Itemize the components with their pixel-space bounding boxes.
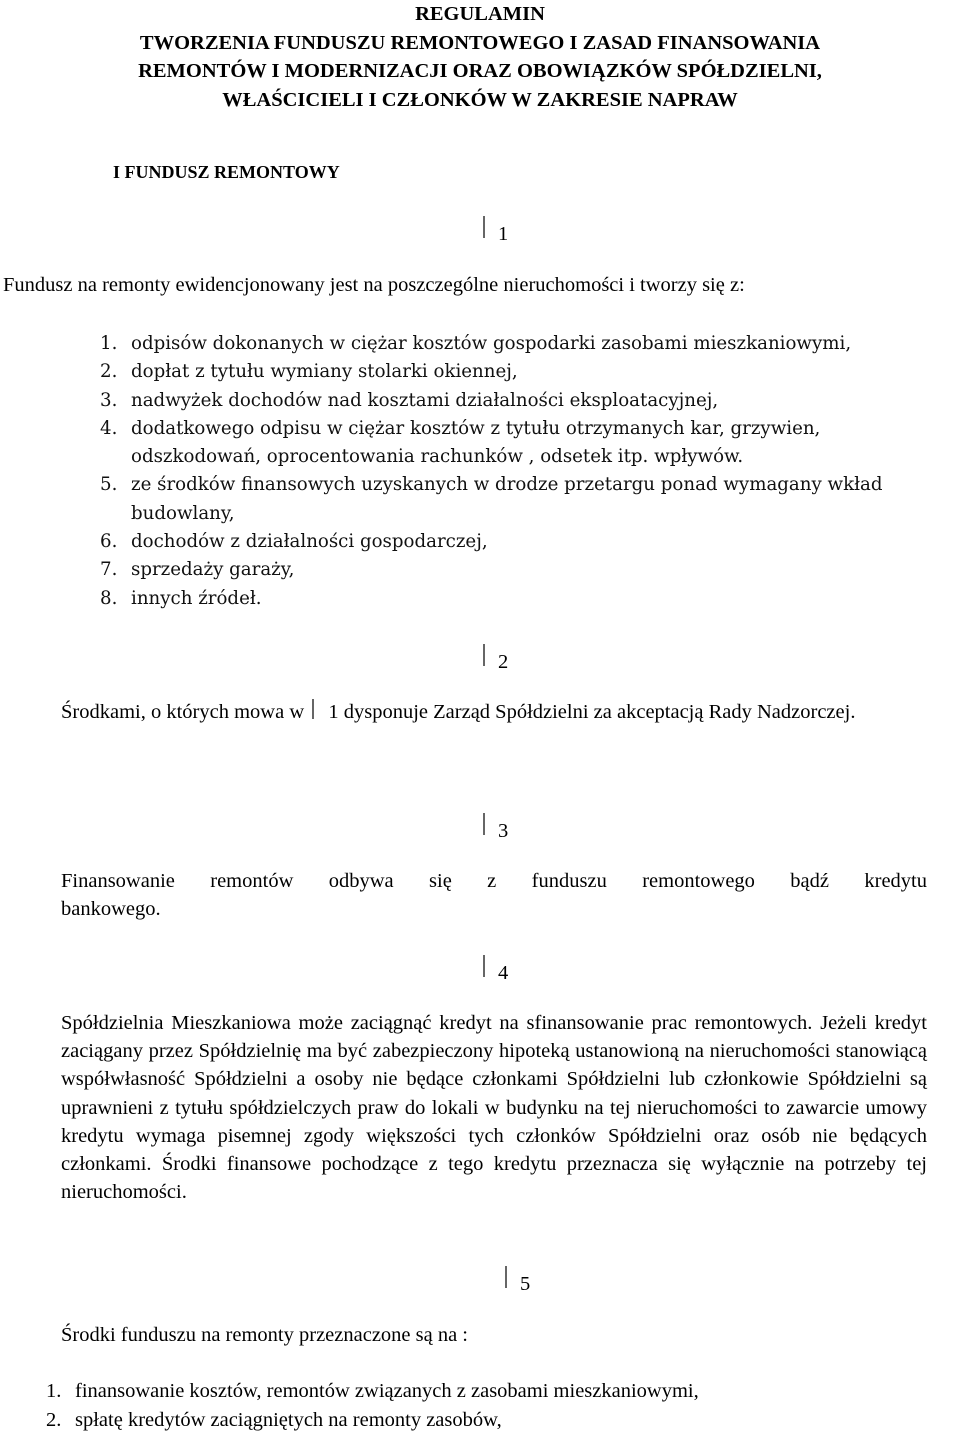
- section-4-text: Spółdzielnia Mieszkaniowa może zaciągnąć kredyt na sfinansowanie prac remontowych. Jeżeli kredyt zaciągany przez Spółdzielnię ma być zabezpieczony hipoteką ustanowioną na nieruchomości stanowiącą współwłasność Spółdzielni a osoby nie będące członkami Spółdzielni lub członkowie Spółdzielni są uprawnieni z tytułu spółdzielczych praw do lokali w budynku na tej nieruchomości to zawarcie umowy kredytu wymaga pisemnej zgody większości tych członków Spółdzielni oraz osób nie będących członkami. Środki finansowe pochodzące z tego kredytu przeznacza się wyłącznie na potrzeby tej nieruchomości.: [61, 1012, 927, 1204]
- list-item-number: 1.: [100, 333, 118, 354]
- section-5-heading: [502, 1264, 530, 1297]
- section-1-intro: Fundusz na remonty ewidencjonowany jest na poszczególne nieruchomości i tworzy się z:: [3, 274, 745, 296]
- list-item: [46, 1406, 699, 1434]
- list-item-text: finansowanie kosztów, remontów związanych z zasobami mieszkaniowymi,: [75, 1380, 699, 1402]
- list-item-number: 3.: [100, 389, 118, 411]
- section-sign-icon: [480, 953, 494, 979]
- title-line-2: TWORZENIA FUNDUSZU REMONTOWEGO I ZASAD FINANSOWANIA: [139, 31, 821, 54]
- list-item-number: 8.: [100, 587, 118, 609]
- list-item-number: 1.: [46, 1380, 62, 1402]
- section-4-heading: [480, 953, 508, 986]
- list-item-text: innych źródeł.: [131, 587, 262, 609]
- title-line-3: REMONTÓW I MODERNIZACJI ORAZ OBOWIĄZKÓW SPÓŁDZIELNI,: [138, 60, 822, 82]
- list-item-number: 2.: [46, 1408, 62, 1431]
- section-3-heading: [480, 811, 508, 844]
- list-item-text: ze środków finansowych uzyskanych w drodze przetargu ponad wymagany wkład budowlany,: [131, 474, 883, 524]
- list-item-text: sprzedaży garaży,: [131, 559, 295, 581]
- title-line-1: REGULAMIN: [415, 3, 545, 25]
- section-sign-icon: [502, 1264, 516, 1290]
- list-item: [100, 471, 901, 528]
- list-item: [100, 330, 901, 358]
- section-1-number: 1: [498, 223, 509, 245]
- list-item-text: dodatkowego odpisu w ciężar kosztów z tytułu otrzymanych kar, grzywien, odszkodowań, oprocentowania rachunków , odsetek itp. wpływów.: [131, 417, 821, 468]
- list-item: [100, 387, 901, 415]
- list-item-number: 6.: [100, 531, 118, 553]
- list-item-text: nadwyżek dochodów nad kosztami działalności eksploatacyjnej,: [131, 389, 719, 411]
- section-2-text-before: Środkami, o których mowa w: [61, 700, 305, 723]
- section-5-intro: Środki funduszu na remonty przeznaczone są na :: [61, 1324, 469, 1346]
- section-5-number: 5: [520, 1273, 531, 1295]
- section-2-number: 2: [498, 651, 509, 673]
- section-2-heading: [480, 642, 508, 675]
- chapter-heading: I FUNDUSZ REMONTOWY: [113, 162, 340, 182]
- section-2-text: [61, 697, 927, 729]
- list-item: [100, 358, 901, 386]
- list-item-number: 5.: [100, 474, 118, 496]
- list-item-number: 7.: [100, 559, 118, 581]
- section-1-heading: [480, 214, 508, 247]
- section-sign-icon: [480, 642, 494, 668]
- list-item-text: spłatę kredytów zaciągniętych na remonty zasobów,: [75, 1408, 502, 1431]
- list-item-text: dopłat z tytułu wymiany stolarki okiennej,: [131, 361, 518, 383]
- list-item-text: dochodów z działalności gospodarczej,: [131, 531, 488, 553]
- list-item-number: 2.: [100, 361, 118, 383]
- section-4-number: 4: [498, 962, 509, 984]
- section-3-text: Finansowanie remontów odbywa się z funduszu remontowego bądź kredytu bankowego.: [61, 870, 927, 921]
- list-item: [100, 528, 901, 556]
- section-sign-icon: [480, 214, 494, 240]
- list-item-number: 4.: [100, 417, 118, 439]
- list-item-text: odpisów dokonanych w ciężar kosztów gospodarki zasobami mieszkaniowymi,: [131, 333, 852, 354]
- section-2-reference: 1: [328, 700, 339, 723]
- list-item: [100, 415, 891, 472]
- section-5-list: [46, 1377, 699, 1434]
- document-title: [0, 0, 960, 114]
- section-sign-icon: [480, 811, 494, 837]
- section-1-list: [100, 330, 901, 613]
- section-2-text-after: dysponuje Zarząd Spółdzielni za akceptacją Rady Nadzorczej.: [343, 700, 856, 723]
- section-sign-icon: [309, 697, 323, 729]
- section-3-number: 3: [498, 820, 509, 842]
- list-item: [100, 585, 901, 613]
- list-item: [100, 556, 901, 584]
- list-item: [46, 1377, 699, 1406]
- title-line-4: WŁAŚCICIELI I CZŁONKÓW W ZAKRESIE NAPRAW: [222, 88, 738, 111]
